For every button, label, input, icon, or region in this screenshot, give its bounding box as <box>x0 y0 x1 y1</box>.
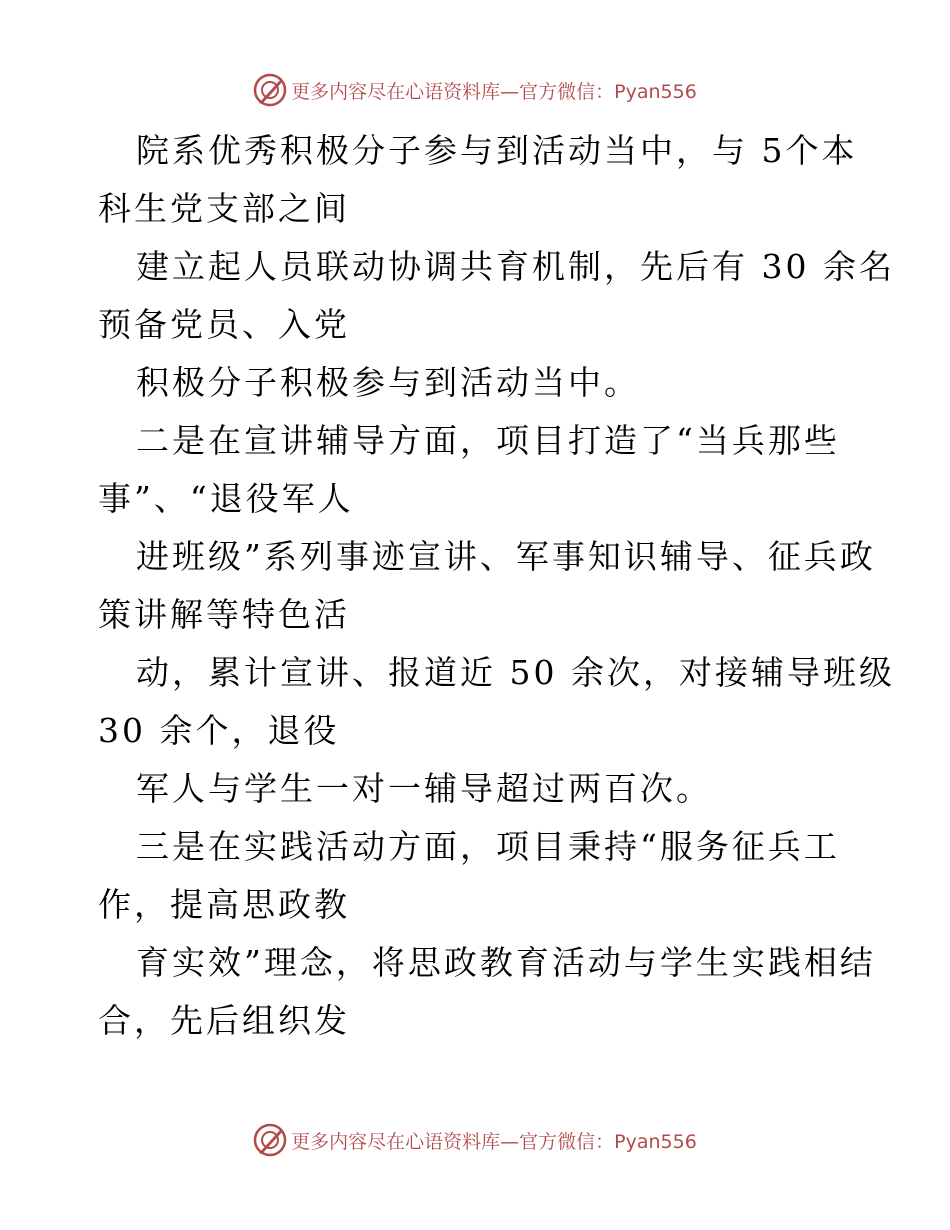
text-line: 科生党支部之间 <box>98 189 350 228</box>
text-line: 育实效”理念，将思政教育活动与学生实践相结 <box>136 943 876 982</box>
text-line: 合，先后组织发 <box>98 1001 350 1040</box>
header-watermark <box>0 70 950 110</box>
watermark-text: 更多内容尽在心语资料库—官方微信：Pyan556 <box>291 80 697 103</box>
text-line: 建立起人员联动协调共育机制，先后有 30 余名 <box>136 247 895 286</box>
text-line: 院系优秀积极分子参与到活动当中，与 5个本 <box>136 131 858 170</box>
footer-watermark <box>0 1120 950 1160</box>
text-line: 动，累计宣讲、报道近 50 余次，对接辅导班级 <box>136 653 895 692</box>
text-line: 二是在宣讲辅导方面，项目打造了“当兵那些 <box>136 421 840 460</box>
text-line: 预备党员、入党 <box>98 305 350 344</box>
quill-logo-icon <box>253 1123 287 1157</box>
text-line: 三是在实践活动方面，项目秉持“服务征兵工 <box>136 827 840 866</box>
text-line: 进班级”系列事迹宣讲、军事知识辅导、征兵政 <box>136 537 876 576</box>
text-line: 策讲解等特色活 <box>98 595 350 634</box>
text-line: 30 余个，退役 <box>98 711 340 750</box>
text-line: 积极分子积极参与到活动当中。 <box>136 363 640 402</box>
text-line: 作，提高思政教 <box>98 885 350 924</box>
text-line: 事”、“退役军人 <box>98 479 354 518</box>
quill-logo-icon <box>253 73 287 107</box>
text-line: 军人与学生一对一辅导超过两百次。 <box>136 769 712 808</box>
watermark-text: 更多内容尽在心语资料库—官方微信：Pyan556 <box>291 1130 697 1153</box>
